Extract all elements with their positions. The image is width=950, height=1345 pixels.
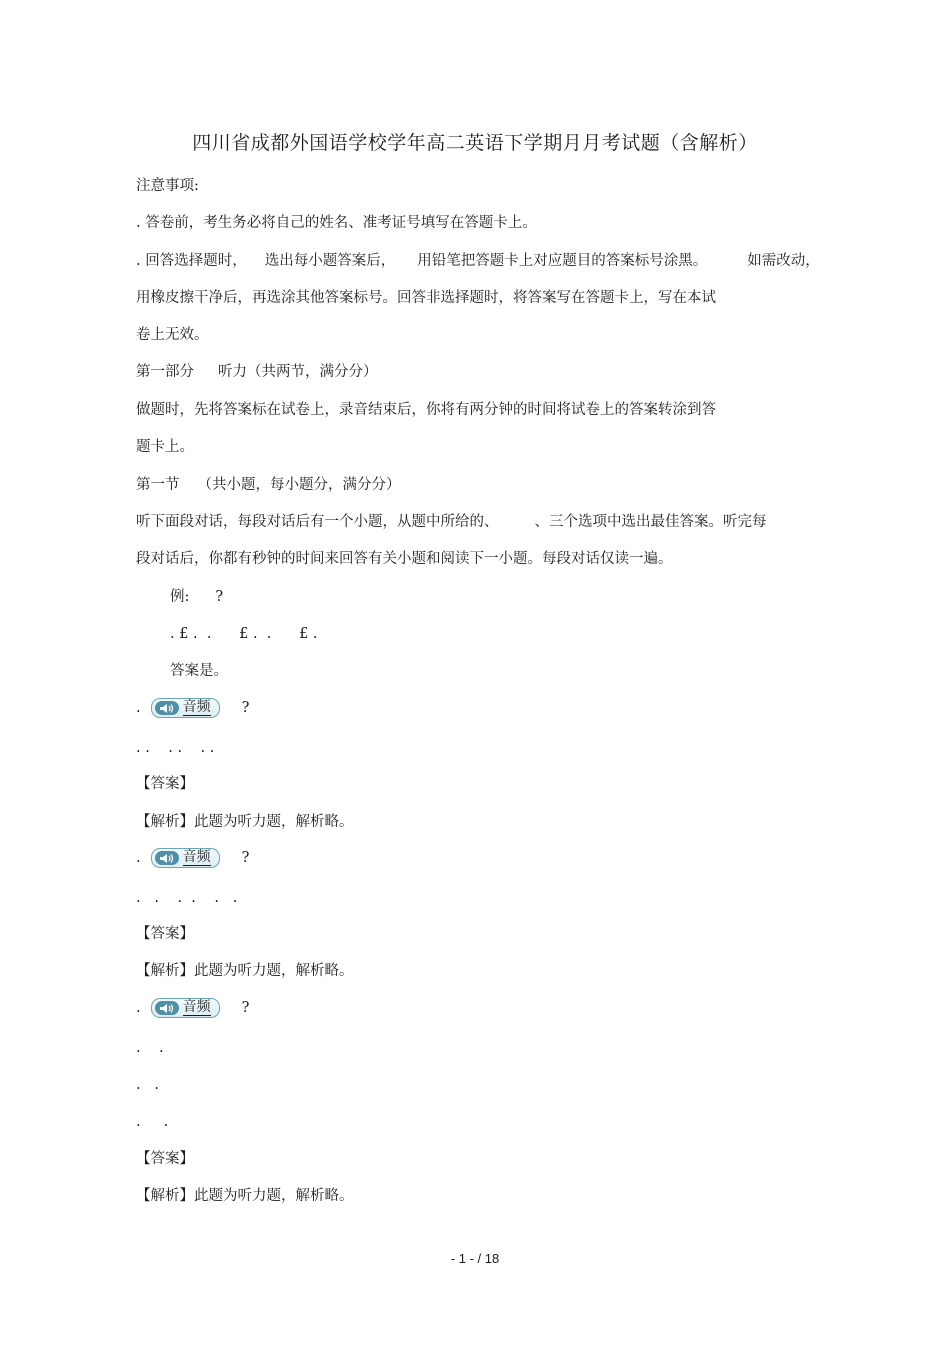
section1-intro-2: 段对话后，你都有秒钟的时间来回答有关小题和阅读下一小题。每段对话仅读一遍。 xyxy=(136,551,673,567)
question-1-prefix: . xyxy=(136,700,141,716)
notice-line-2b: 选出每小题答案后， xyxy=(264,253,396,269)
question-2-prefix: . xyxy=(136,850,141,866)
question-3-option-b: . . xyxy=(136,1077,160,1093)
question-2-answer: 【答案】 xyxy=(136,926,194,942)
audio-label: 音频 xyxy=(182,999,211,1015)
example-line xyxy=(170,587,223,607)
section1-intro-1 xyxy=(136,512,767,532)
notice-line-4: 卷上无效。 xyxy=(136,327,209,343)
example-question-mark: ? xyxy=(215,589,224,605)
notice-line-3: 用橡皮擦干净后，再选涂其他答案标号。回答非选择题时，将答案写在答题卡上，写在本试 xyxy=(136,290,716,306)
speaker-icon xyxy=(155,1001,179,1015)
question-3-option-c: . . xyxy=(136,1114,169,1130)
question-2-mark: ? xyxy=(241,850,250,866)
section1-heading-b: （共小题，每小题分，满分分） xyxy=(197,477,401,493)
notice-line-2c: 用铅笔把答题卡上对应题目的答案标号涂黑。 xyxy=(417,253,708,269)
page-number: - 1 - / 18 xyxy=(450,1251,500,1266)
section1-heading xyxy=(136,475,401,495)
question-1-mark: ? xyxy=(241,700,250,716)
question-3-answer: 【答案】 xyxy=(136,1151,194,1167)
audio-label: 音频 xyxy=(182,699,211,715)
question-3-prefix: . xyxy=(136,1000,141,1016)
document-title: 四川省成都外国语学校学年高二英语下学期月月考试题（含解析） xyxy=(192,132,758,154)
part1-intro-2: 题卡上。 xyxy=(136,439,194,455)
question-3-analysis: 【解析】此题为听力题，解析略。 xyxy=(136,1188,354,1204)
question-2-analysis: 【解析】此题为听力题，解析略。 xyxy=(136,963,354,979)
question-3-mark: ? xyxy=(241,1000,250,1016)
question-3-audio-button[interactable] xyxy=(151,998,220,1018)
example-options: . £ . . £ . . £ . xyxy=(170,626,318,642)
part1-heading-a: 第一部分 xyxy=(136,364,194,380)
section1-intro-1b: 、三个选项中选出最佳答案。听完每 xyxy=(534,514,767,530)
question-3-option-a: . . xyxy=(136,1040,164,1056)
notice-line-2a: . 回答选择题时， xyxy=(136,253,247,269)
notice-line-1: . 答卷前，考生务必将自己的姓名、准考证号填写在答题卡上。 xyxy=(136,215,537,231)
part1-intro-1: 做题时，先将答案标在试卷上，录音结束后，你将有两分钟的时间将试卷上的答案转涂到答 xyxy=(136,402,716,418)
question-1-audio-button[interactable] xyxy=(151,698,220,718)
notice-line-2d: 如需改动， xyxy=(747,253,820,269)
part1-heading-b: 听力（共两节，满分分） xyxy=(218,364,378,380)
speaker-icon xyxy=(155,701,179,715)
question-1-analysis: 【解析】此题为听力题，解析略。 xyxy=(136,814,354,830)
question-1-line xyxy=(136,698,249,718)
section1-intro-1a: 听下面段对话，每段对话后有一个小题，从题中所给的、 xyxy=(136,514,499,530)
part1-heading xyxy=(136,362,378,382)
notice-heading: 注意事项: xyxy=(136,178,199,194)
question-2-options: . . . . . . xyxy=(136,890,238,906)
example-answer: 答案是。 xyxy=(170,663,228,679)
speaker-icon xyxy=(155,851,179,865)
audio-label: 音频 xyxy=(182,849,211,865)
example-label: 例: xyxy=(170,589,190,605)
question-2-audio-button[interactable] xyxy=(151,848,220,868)
notice-line-2 xyxy=(136,251,820,271)
question-1-answer: 【答案】 xyxy=(136,776,194,792)
question-3-line xyxy=(136,998,249,1018)
question-1-options: . . . . . . xyxy=(136,740,215,756)
question-2-line xyxy=(136,848,249,868)
section1-heading-a: 第一节 xyxy=(136,477,180,493)
